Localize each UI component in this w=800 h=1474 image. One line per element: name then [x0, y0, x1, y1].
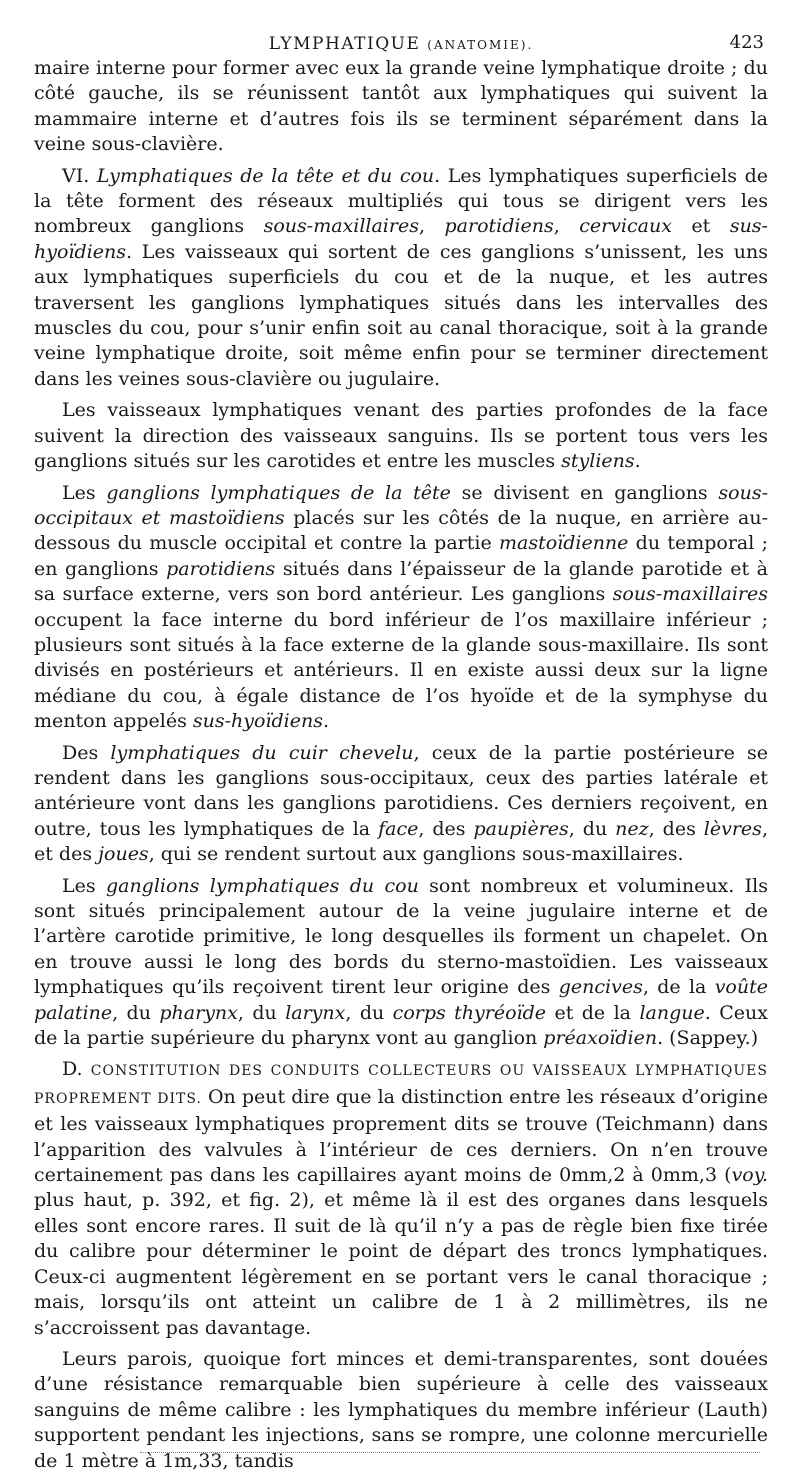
- italic-text: styliens: [561, 450, 635, 473]
- italic-text: cervicaux: [579, 215, 672, 238]
- italic-text: sous-occipitaux et mastoïdiens: [34, 481, 769, 529]
- text-run: occupent la face interne du bord inférieur de l’os maxillaire inférieur ; plusieurs sont situés à la face externe de la glande sous-maxillaire. Ils sont divisés en postérieurs et antérieurs. Il en existe aussi deux sur la ligne médiane du cou, à égale distance de l’os hyoïde et de la symphyse du menton appelés: [34, 608, 768, 733]
- text-run: , des: [648, 817, 704, 840]
- title-parenthetical: (ANATOMIE).: [427, 38, 534, 52]
- text-run: Leurs parois, quoique fort minces et demi-transparentes, sont douées d’une résistance remarquable bien supérieure à celle des vaisseaux sanguins de même calibre : les lymphatiques du membre inférieur (Lauth) supportent pendant les injections, sans se rompre, une colonne mercurielle de 1 mètre à 1m,33, tandis: [34, 1347, 768, 1472]
- italic-text: sous-maxillaires: [612, 583, 768, 606]
- paragraph: [34, 164, 768, 393]
- italic-text: nez: [615, 817, 649, 840]
- italic-text: joues: [98, 843, 149, 866]
- italic-text: lèvres: [703, 817, 762, 840]
- text-run: , du: [237, 1001, 286, 1024]
- paragraph: [34, 398, 768, 474]
- text-run: On peut dire que la distinction entre les réseaux d’origine et les vaisseaux lymphatiques proprement dits se trouve (Teichmann) dans l’apparition des valvules à l’intérieur de ces derniers. On n’en trouve certainement pas dans les capillaires ayant moins de 0mm,2 à 0mm,3 (: [34, 1085, 768, 1187]
- italic-text: paupières: [473, 817, 569, 840]
- paragraph: [34, 56, 768, 158]
- text-run: . Les vaisseaux qui sortent de ces ganglions s’unissent, les uns aux lymphatiques superficiels du cou et de la nuque, et les autres traversent les ganglions lymphatiques situés dans les intervalles des muscles du cou, pour s’unir enfin soit au canal thoracique, soit à la grande veine lymphatique droite, soit même enfin pour se terminer directement dans les veines sous-clavière ou jugulaire.: [34, 240, 768, 390]
- italic-text: corps thyréoïde: [392, 1001, 547, 1024]
- text-run: D.: [62, 1058, 91, 1081]
- text-run: .: [322, 710, 330, 733]
- paragraph: [34, 874, 768, 1052]
- text-run: Les lymphatiques superficiels de la tête forment des réseaux multipliés qui tous se dirigent vers les nombreux ganglions: [34, 164, 769, 238]
- text-run: sont nombreux et volumineux. Ils sont situés principalement autour de la veine jugulaire interne et de l’artère carotide primitive, le long desquelles ils forment un chapelet. On en trouve aussi le long des bords du sterno-mastoïdien. Les vaisseaux lymphatiques qu’ils reçoivent tirent leur origine des: [34, 874, 768, 999]
- italic-text: larynx: [285, 1001, 346, 1024]
- text-run: . Ceux de la partie supérieure du pharynx vont au ganglion: [34, 1001, 768, 1050]
- italic-text: parotidiens: [444, 215, 554, 238]
- text-run: Les: [62, 874, 106, 897]
- text-run: , de la: [642, 976, 715, 999]
- text-run: maire interne pour former avec eux la grande veine lymphatique droite ; du côté gauche, ils se réunissent tantôt aux lymphatiques qui suivent la mammaire interne et d’autres fois ils se terminent séparément dans la veine sous-clavière.: [34, 57, 768, 156]
- paragraph: [34, 1347, 768, 1474]
- italic-text: sus-hyoïdiens: [34, 215, 768, 263]
- smallcaps-heading: CONSTITUTION DES CONDUITS COLLECTEURS OU VAISSEAUX LYMPHATIQUES PROPREMENT DITS.: [34, 1063, 768, 1107]
- text-run: , ceux de la partie postérieure se rendent dans les ganglions sous-occipitaux, ceux des parties latérale et antérieure vont dans les ganglions parotidiens. Ces derniers reçoivent, en outre, tous les lymphatiques de la: [34, 741, 768, 840]
- text-run: , du: [568, 817, 616, 840]
- paragraph: [34, 1057, 768, 1340]
- italic-text: voûte palatine: [34, 976, 768, 1024]
- body-text: [34, 56, 768, 1474]
- italic-text: sous-maxillaires: [263, 215, 419, 238]
- italic-text: lymphatiques du cuir chevelu: [110, 741, 414, 764]
- text-run: , qui se rendent surtout aux ganglions sous-maxillaires.: [148, 843, 684, 866]
- text-run: plus haut, p. 392, et fig. 2), et même là il est des organes dans lesquels elles sont encore rares. Il suit de là qu’il n’y a pas de règle bien fixe tirée du calibre pour déterminer le point de départ des troncs lymphatiques. Ceux-ci augmentent légèrement en se portant vers le canal thoracique ; mais, lorsqu’ils ont atteint un calibre de 1 à 2 millimètres, ils ne s’accroissent pas davantage.: [34, 1189, 768, 1339]
- text-run: Les vaisseaux lymphatiques venant des parties profondes de la face suivent la direction des vaisseaux sanguins. Ils se portent tous vers les ganglions situés sur les carotides et entre les muscles: [34, 399, 768, 473]
- text-run: , et des: [34, 817, 768, 866]
- text-run: , des: [418, 817, 474, 840]
- italic-text: voy.: [731, 1164, 768, 1187]
- paragraph: [34, 481, 768, 735]
- italic-text: Lymphatiques de la tête et du cou.: [96, 164, 441, 187]
- italic-text: mastoïdienne: [498, 532, 629, 555]
- italic-text: préaxoïdien: [543, 1027, 658, 1050]
- title-main: LYMPHATIQUE: [268, 34, 421, 54]
- text-run: du temporal ; en ganglions: [34, 532, 768, 580]
- text-run: ,: [553, 215, 580, 238]
- footer-rule: [140, 1452, 760, 1453]
- running-header: [34, 26, 768, 56]
- text-run: et: [671, 215, 730, 238]
- italic-text: sus-hyoïdiens: [192, 710, 323, 733]
- text-run: , du: [345, 1001, 393, 1024]
- text-run: Les: [62, 481, 107, 504]
- text-run: VI.: [62, 164, 97, 187]
- italic-text: ganglions lymphatiques du cou: [105, 874, 419, 897]
- text-run: et de la: [546, 1001, 640, 1024]
- text-run: .: [634, 450, 641, 473]
- text-run: Des: [62, 741, 111, 764]
- italic-text: parotidiens: [166, 557, 276, 580]
- italic-text: langue: [639, 1001, 705, 1024]
- paragraph: [34, 741, 768, 868]
- text-run: , du: [112, 1001, 160, 1024]
- text-run: se divisent en ganglions: [450, 481, 719, 504]
- text-run: ,: [418, 215, 445, 238]
- italic-text: ganglions lymphatiques de la tête: [106, 481, 451, 504]
- text-run: situés dans l’épaisseur de la glande parotide et à sa surface externe, vers son bord antérieur. Les ganglions: [34, 557, 768, 606]
- text-run: placés sur les côtés de la nuque, en arrière au-dessous du muscle occipital et contre la partie: [34, 506, 768, 555]
- italic-text: gencives: [558, 976, 643, 999]
- text-run: . (Sappey.): [657, 1027, 759, 1050]
- running-title: [34, 34, 768, 54]
- page-number: 423: [729, 32, 764, 53]
- italic-text: face: [378, 817, 419, 840]
- italic-text: pharynx: [159, 1001, 238, 1024]
